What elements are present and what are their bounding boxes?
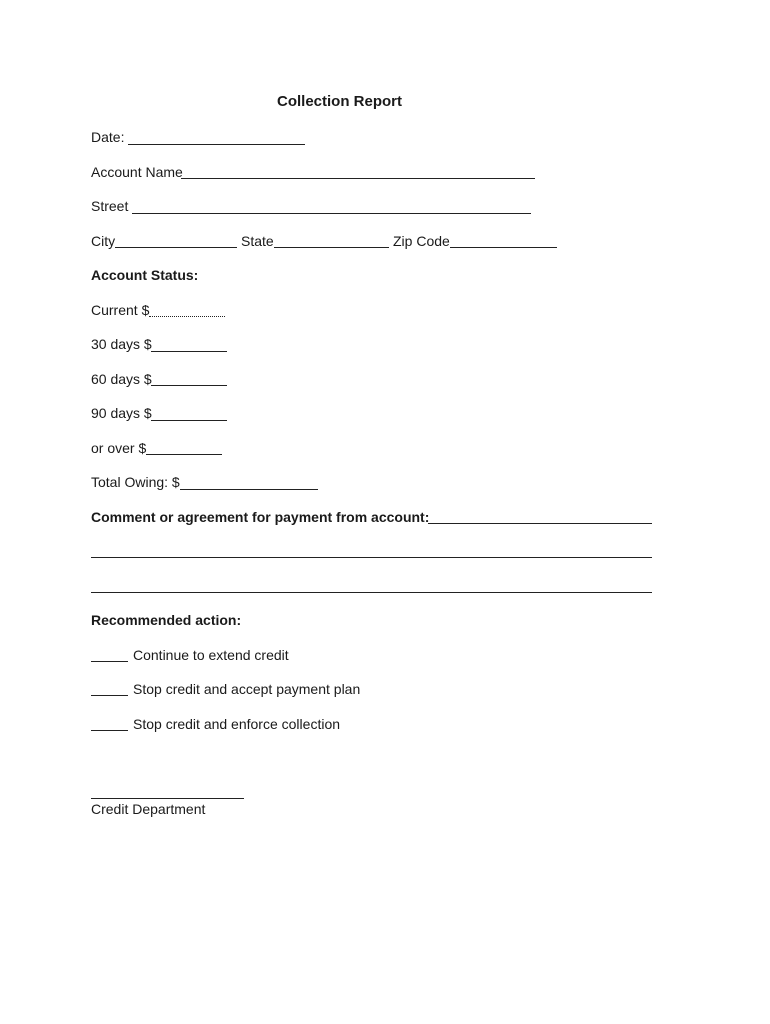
account-name-field[interactable] bbox=[181, 178, 535, 179]
comment-field-line-2[interactable] bbox=[91, 557, 652, 558]
comment-label: Comment or agreement for payment from account: bbox=[91, 509, 430, 525]
option-label-3: Stop credit and enforce collection bbox=[133, 716, 341, 732]
comment-field-line-3[interactable] bbox=[91, 592, 652, 593]
days30-field[interactable] bbox=[151, 351, 227, 352]
current-field[interactable] bbox=[149, 316, 225, 317]
option-label-1: Continue to extend credit bbox=[133, 647, 289, 663]
total-owing-label: Total Owing: $ bbox=[91, 474, 180, 490]
recommended-action-heading: Recommended action: bbox=[91, 612, 242, 628]
option-checkline-1[interactable] bbox=[91, 661, 128, 662]
state-field[interactable] bbox=[274, 247, 389, 248]
account-status-heading: Account Status: bbox=[91, 267, 199, 283]
days90-label: 90 days $ bbox=[91, 405, 152, 421]
credit-department-label: Credit Department bbox=[91, 801, 206, 817]
date-label: Date: bbox=[91, 129, 125, 145]
zip-code-field[interactable] bbox=[450, 247, 557, 248]
city-label: City bbox=[91, 233, 116, 249]
street-label: Street bbox=[91, 198, 129, 214]
state-label: State bbox=[241, 233, 274, 249]
option-label-2: Stop credit and accept payment plan bbox=[133, 681, 361, 697]
account-name-label: Account Name bbox=[91, 164, 183, 180]
comment-field-line-1[interactable] bbox=[428, 523, 652, 524]
option-checkline-3[interactable] bbox=[91, 730, 128, 731]
days60-field[interactable] bbox=[151, 385, 227, 386]
signature-line[interactable] bbox=[91, 798, 244, 799]
days60-label: 60 days $ bbox=[91, 371, 152, 387]
street-field[interactable] bbox=[132, 213, 531, 214]
page-title: Collection Report bbox=[277, 93, 403, 110]
date-field[interactable] bbox=[128, 144, 305, 145]
option-checkline-2[interactable] bbox=[91, 695, 128, 696]
days30-label: 30 days $ bbox=[91, 336, 152, 352]
current-label: Current $ bbox=[91, 302, 150, 318]
or-over-label: or over $ bbox=[91, 440, 147, 456]
city-field[interactable] bbox=[115, 247, 237, 248]
zip-code-label: Zip Code bbox=[393, 233, 450, 249]
days90-field[interactable] bbox=[151, 420, 227, 421]
total-owing-field[interactable] bbox=[180, 489, 318, 490]
or-over-field[interactable] bbox=[146, 454, 222, 455]
